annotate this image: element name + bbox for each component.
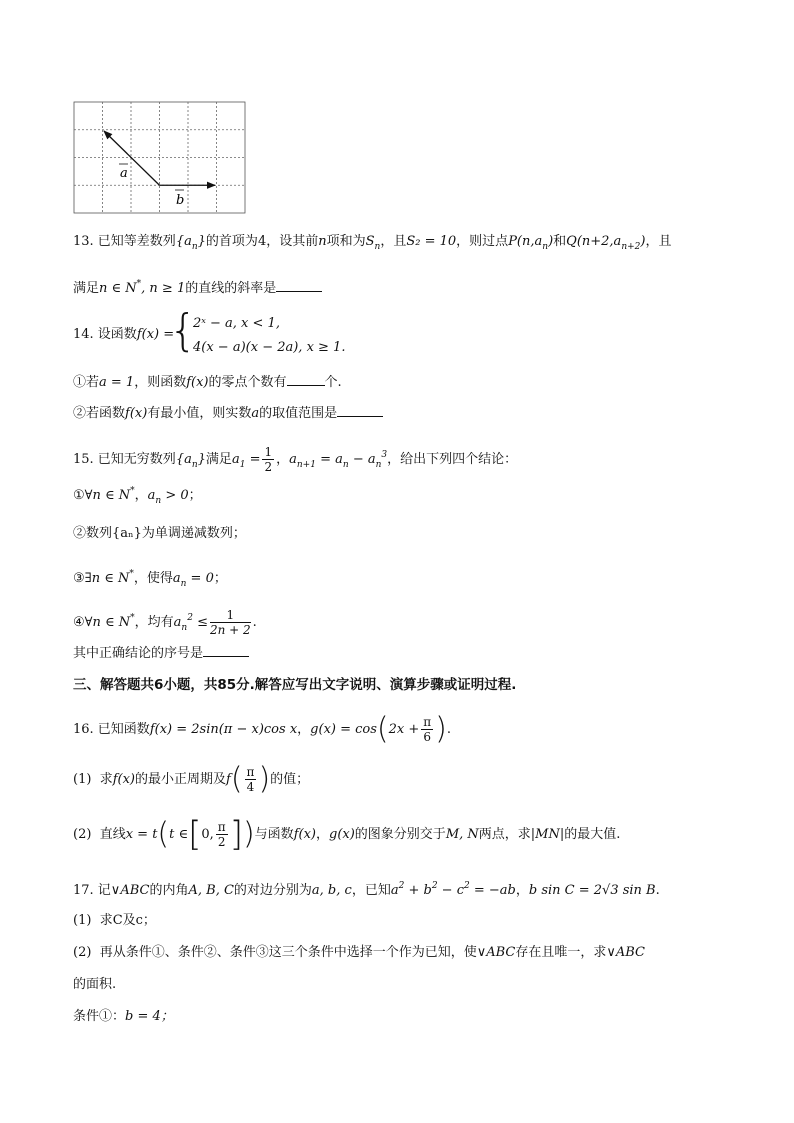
answer-blank[interactable]: [337, 404, 383, 417]
answer-blank[interactable]: [276, 279, 322, 292]
answer-blank[interactable]: [287, 373, 325, 386]
q17-intro: 17. 记∨ABC的内角A, B, C的对边分别为a, b, c，已知$a^2 + b^2 - c^2 = -ab$，b sin C = 2√3 sin B.: [73, 881, 660, 898]
q15-conclusion-1: ①∀n ∈ N*，$a_n > 0$；: [73, 486, 202, 506]
piecewise-brace: {: [169, 305, 197, 356]
q13-line-2: 满足n ∈ N*, n ≥ 1的直线的斜率是: [73, 274, 322, 299]
q14-intro: 14. 设函数f(x) =: [73, 327, 175, 342]
vector-grid-figure: [73, 101, 247, 215]
section-3-heading: 三、解答题共6小题，共85分.解答应写出文字说明、演算步骤或证明过程.: [73, 677, 517, 693]
vector-b-label: b: [176, 193, 185, 208]
q17-condition-1: 条件①：b = 4；: [73, 1009, 174, 1024]
grid-lines: [74, 102, 245, 213]
q17-part-1: (1) 求C及c；: [73, 913, 156, 928]
q15-intro: 15. 已知无穷数列$\{a_n\}$满足$a_1$ = $\frac{1}{2}$ ，$a_{n+1} = a_n - a_n^3$，给出下列四个结论：: [73, 445, 518, 474]
q17-part-2: (2) 再从条件①、条件②、条件③这三个条件中选择一个作为已知，使∨ABC存在且唯一，求∨ABC: [73, 945, 645, 960]
q15-conclusion-3: ③∃n ∈ N*，使得$a_n = 0$；: [73, 569, 227, 589]
q14-piece-1: 2ˣ − a, x < 1,: [193, 316, 280, 331]
q13-line-1: 13. 已知等差数列$\{a_n\}$的首项为4，设其前n项和为$S_n$，且S₂ = 10，则过点$P(n,a_n)$和$Q(n+2,a_{n+2})$，且: [73, 234, 672, 252]
q16-part-2: (2) 直线x = t(t ∈[0, $\frac{\pi}{2}$ ])与函数f(x)，g(x)的图象分别交于M, N两点，求|MN|的最大值.: [73, 814, 621, 855]
q16-intro: 16. 已知函数f(x) = 2sin(π − x)cos x，g(x) = cos(2x + $\frac{\pi}{6}$ ).: [73, 711, 452, 747]
q14-piece-2: 4(x − a)(x − 2a), x ≥ 1.: [193, 340, 346, 355]
q15-conclusion-4: ④∀n ∈ N*，均有$a_n^2$ ≤ $\frac{1}{2n + 2}$ .: [73, 608, 257, 637]
q14-part-2: ②若函数f(x)有最小值，则实数a的取值范围是: [73, 404, 383, 424]
q15-closing: 其中正确结论的序号是: [73, 644, 249, 664]
answer-blank[interactable]: [203, 644, 249, 657]
q15-conclusion-2: ②数列{aₙ}为单调递减数列；: [73, 526, 246, 541]
q17-part-2-cont: 的面积.: [73, 977, 117, 992]
vector-a-arrow: [104, 131, 160, 185]
q16-part-1: (1) 求f(x)的最小正周期及f( $\frac{\pi}{4}$ )的值；: [73, 761, 310, 797]
q14-part-1: ①若a = 1，则函数f(x)的零点个数有 个.: [73, 375, 342, 390]
vector-a-label: a: [120, 166, 128, 181]
